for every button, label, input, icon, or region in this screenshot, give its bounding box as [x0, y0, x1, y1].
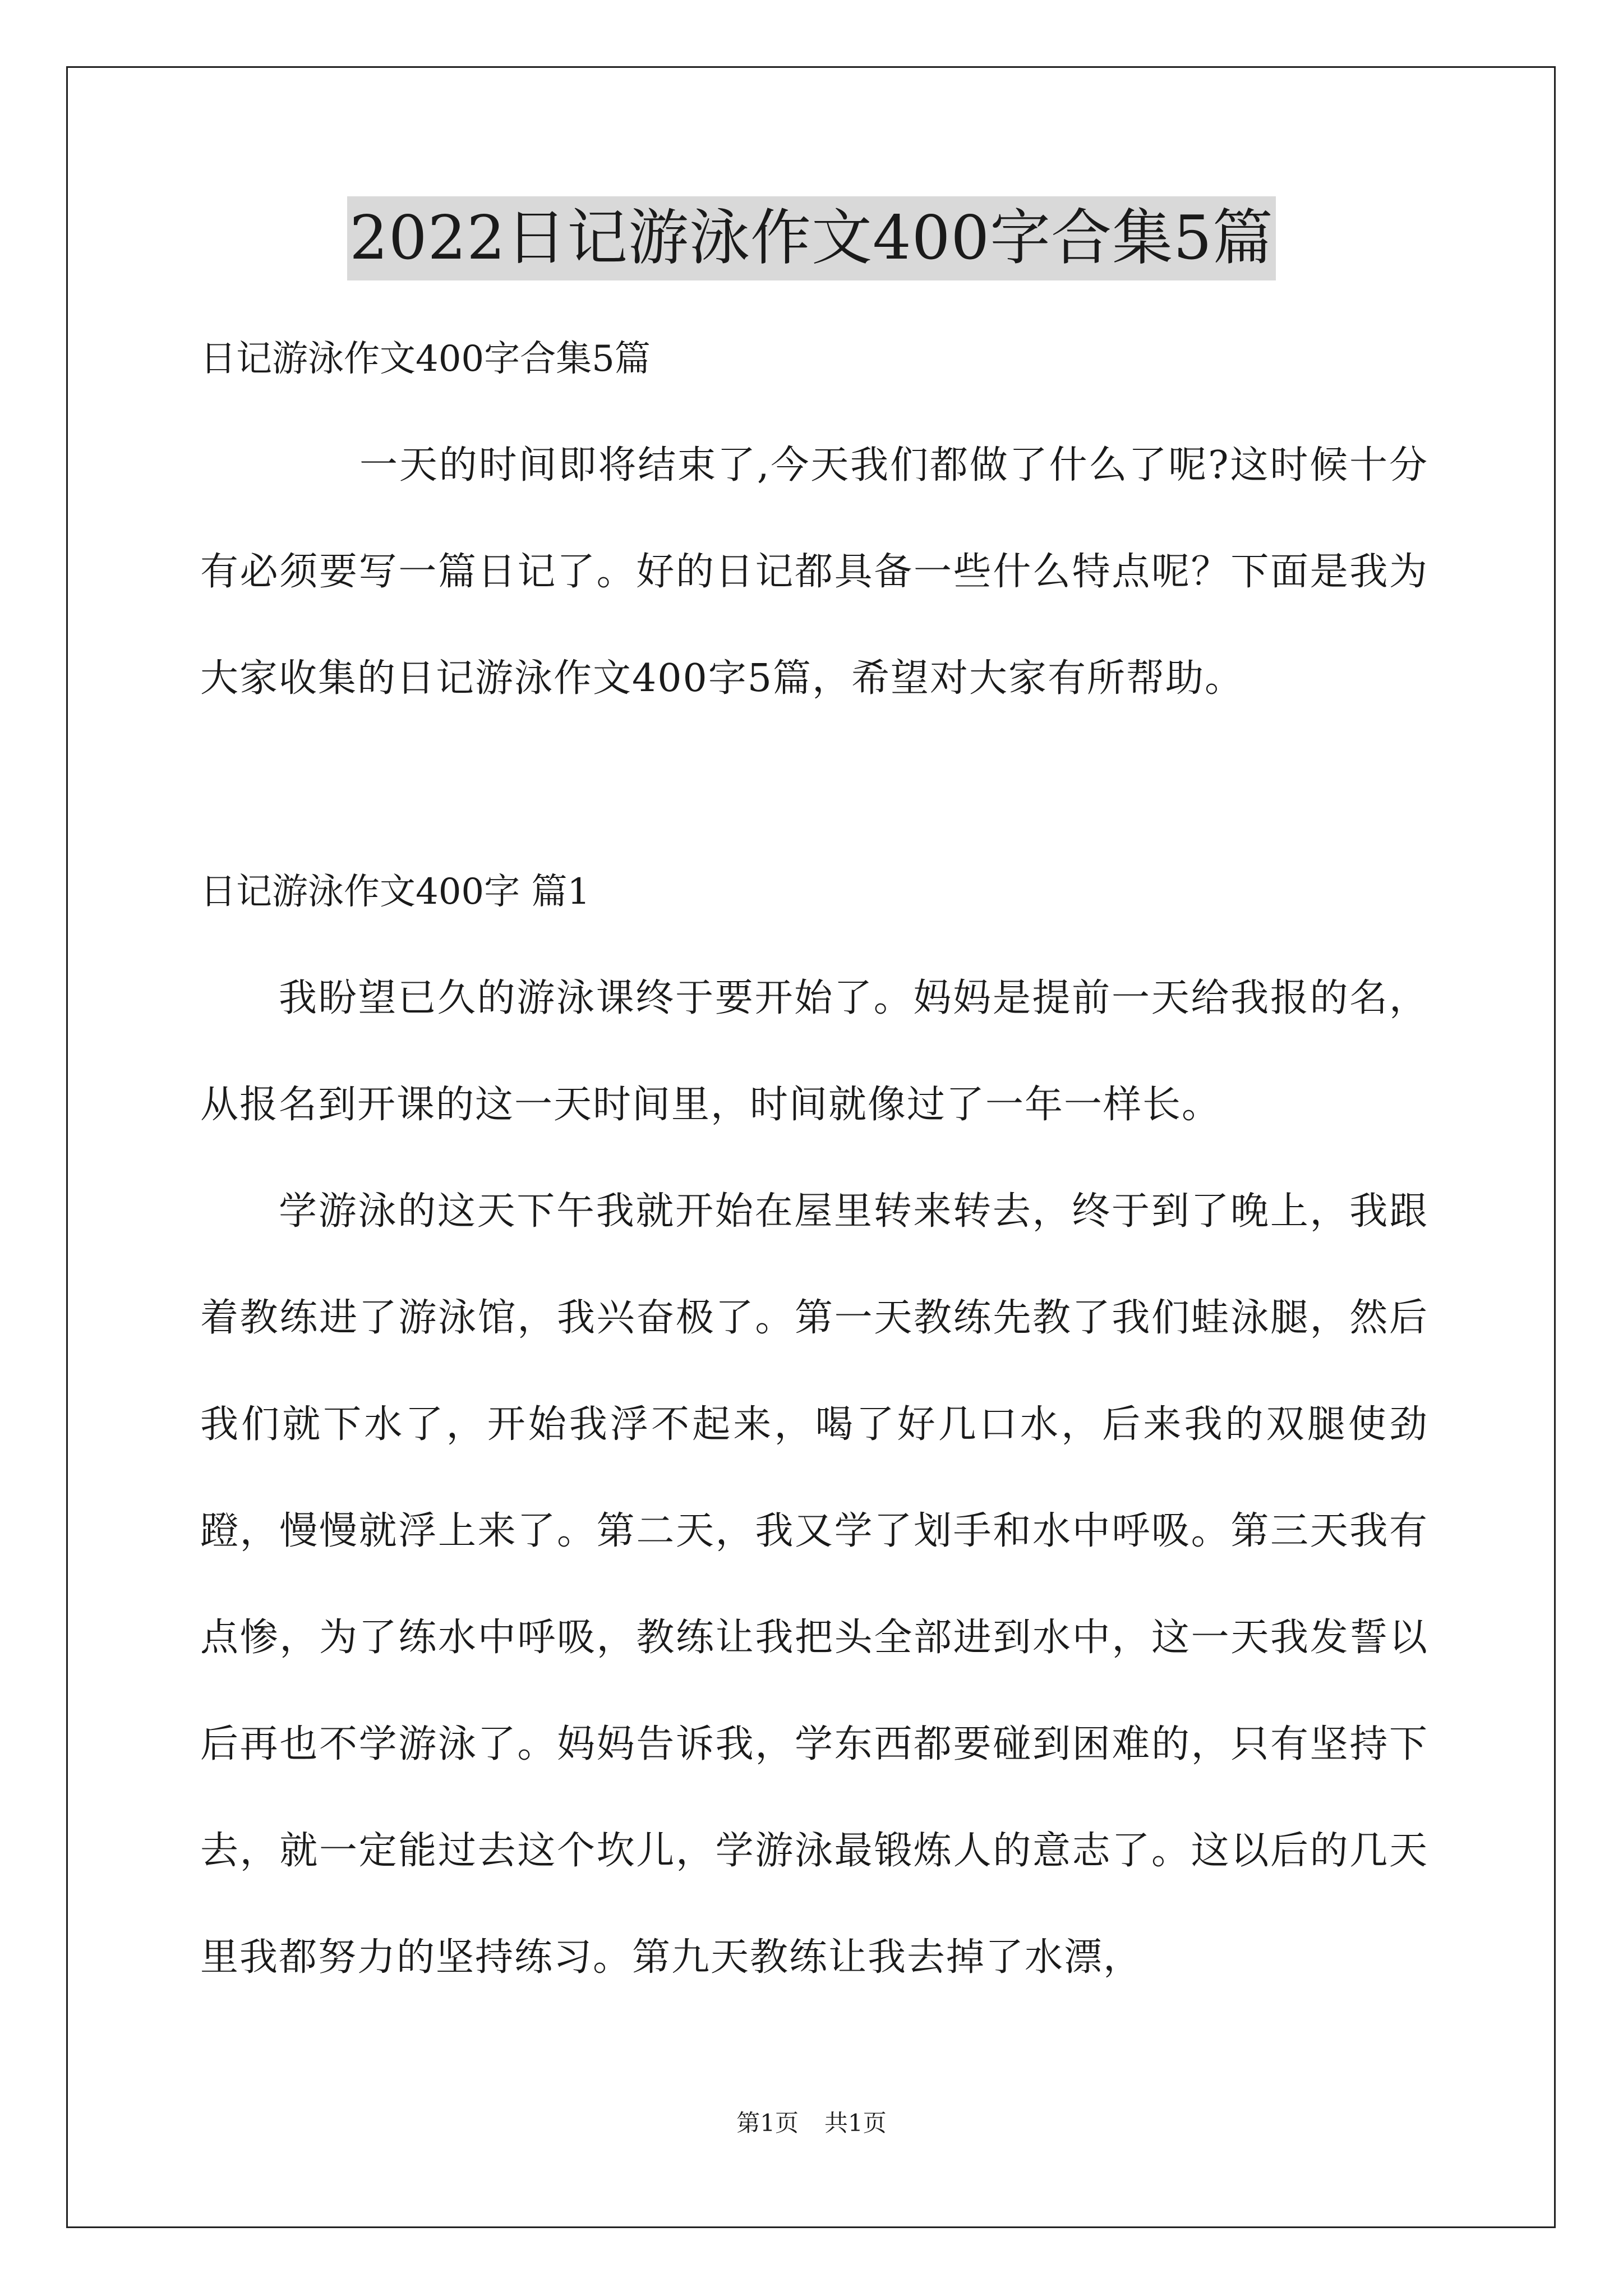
paragraph-spacer	[200, 732, 1428, 839]
document-title	[0, 196, 1623, 280]
intro-paragraph: 一天的时间即将结束了,今天我们都做了什么了呢?这时候十分有必须要写一篇日记了。好的日记都具备一些什么特点呢？下面是我为大家收集的日记游泳作文400字5篇，希望对大家有所帮助。	[200, 443, 1428, 701]
document-title-text: 2022日记游泳作文400字合集5篇	[347, 196, 1276, 280]
document-subtitle: 日记游泳作文400字合集5篇	[200, 338, 651, 380]
page-total: 共1页	[824, 2109, 887, 2137]
document-body	[200, 306, 1428, 2011]
page-number: 第1页	[736, 2109, 799, 2137]
section-heading: 日记游泳作文400字 篇1	[200, 871, 591, 913]
body-paragraph: 学游泳的这天下午我就开始在屋里转来转去，终于到了晚上，我跟着教练进了游泳馆，我兴奋极了。第一天教练先教了我们蛙泳腿，然后我们就下水了，开始我浮不起来，喝了好几口水，后来我的双腿使劲蹬，慢慢就浮上来了。第二天，我又学了划手和水中呼吸。第三天我有点惨，为了练水中呼吸，教练让我把头全部进到水中，这一天我发誓以后再也不学游泳了。妈妈告诉我，学东西都要碰到困难的，只有坚持下去，就一定能过去这个坎儿，学游泳最锻炼人的意志了。这以后的几天里我都努力的坚持练习。第九天教练让我去掉了水漂，	[200, 1189, 1428, 1980]
page-footer	[0, 2106, 1623, 2140]
body-paragraph: 我盼望已久的游泳课终于要开始了。妈妈是提前一天给我报的名，从报名到开课的这一天时间里，时间就像过了一年一样长。	[200, 976, 1428, 1127]
